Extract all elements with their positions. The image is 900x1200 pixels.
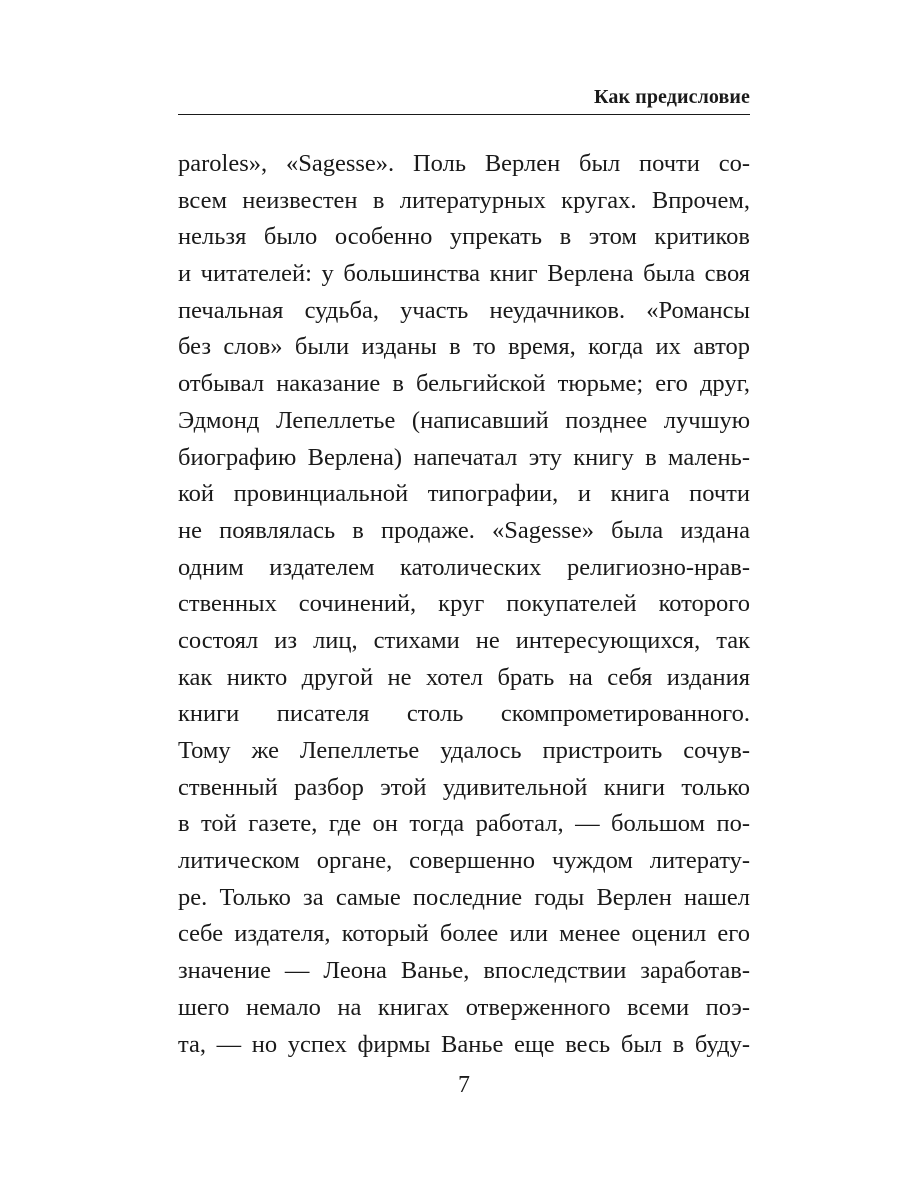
text-line: шего немало на книгах отверженного всеми поэ- xyxy=(178,993,750,1021)
header-rule xyxy=(178,114,750,115)
text-line: книги писателя столь скомпрометированного. xyxy=(178,700,750,728)
text-line: ре. Только за самые последние годы Верлен нашел xyxy=(178,883,750,911)
body-text xyxy=(178,146,750,1063)
text-line: без слов» были изданы в то время, когда их автор xyxy=(178,333,750,361)
text-line: ственный разбор этой удивительной книги только xyxy=(178,773,750,801)
text-line: как никто другой не хотел брать на себя издания xyxy=(178,663,750,691)
running-head: Как предисловие xyxy=(594,86,750,108)
text-line: одним издателем католических религиозно-нрав- xyxy=(178,553,750,581)
text-line: Тому же Лепеллетье удалось пристроить сочув- xyxy=(178,737,750,764)
text-line: Эдмонд Лепеллетье (написавший позднее лучшую xyxy=(178,406,750,434)
text-line: и читателей: у большинства книг Верлена была своя xyxy=(178,260,750,288)
text-line: значение — Леона Ванье, впоследствии заработав- xyxy=(178,957,750,985)
page-number: 7 xyxy=(458,1072,470,1098)
text-line: отбывал наказание в бельгийской тюрьме; его друг, xyxy=(178,370,750,398)
text-line: ственных сочинений, круг покупателей которого xyxy=(178,590,750,618)
text-line: всем неизвестен в литературных кругах. Впрочем, xyxy=(178,186,750,214)
text-line: paroles», «Sagesse». Поль Верлен был почти со- xyxy=(178,150,750,177)
text-line: кой провинциальной типографии, и книга почти xyxy=(178,480,750,508)
text-line: состоял из лиц, стихами не интересующихся, так xyxy=(178,626,750,654)
text-line: в той газете, где он тогда работал, — большом по- xyxy=(178,810,750,838)
text-line: нельзя было особенно упрекать в этом критиков xyxy=(178,223,750,251)
text-line: та, — но успех фирмы Ванье еще весь был в буду- xyxy=(178,1030,750,1058)
text-line: не появлялась в продаже. «Sagesse» была издана xyxy=(178,516,750,544)
text-line: печальная судьба, участь неудачников. «Романсы xyxy=(178,296,750,324)
text-line: литическом органе, совершенно чуждом литерату- xyxy=(178,847,750,875)
text-line: себе издателя, который более или менее оценил его xyxy=(178,920,750,948)
text-line: биографию Верлена) напечатал эту книгу в малень- xyxy=(178,443,750,471)
